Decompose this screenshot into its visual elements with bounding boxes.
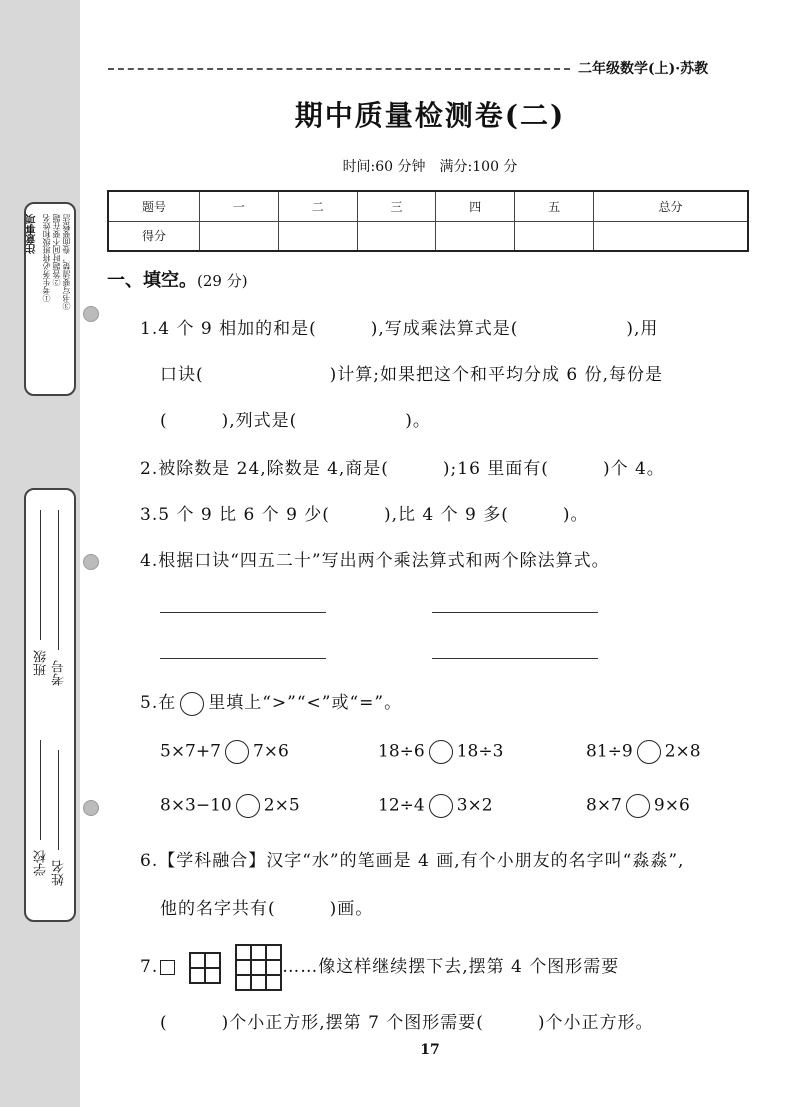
compare-right: 2×8 [664, 741, 701, 762]
col-header: 五 [515, 191, 594, 221]
compare-left: 81÷9 [586, 741, 633, 762]
notes-box [24, 202, 76, 396]
note-line: ③书写要清楚，卷面要整洁 [62, 214, 71, 310]
compare-item [586, 740, 701, 764]
subject-label: 二年级数学(上)·苏教 [578, 61, 709, 77]
col-header: 总分 [593, 191, 748, 221]
note-line: ②答题时间不要在题 [52, 214, 61, 286]
compare-right: 7×6 [252, 741, 289, 762]
compare-circle[interactable] [637, 740, 661, 764]
note-line: ①考生务必将班级和姓名 [42, 214, 51, 302]
page-number: 17 [420, 1042, 440, 1058]
q5-prefix: 5.在 [140, 693, 177, 713]
compare-right: 9×6 [653, 795, 690, 816]
name-label: 姓名 [52, 860, 67, 886]
notes-title: 注意事项 [27, 214, 38, 254]
section-title-text: 一、填空。 [107, 270, 197, 291]
compare-left: 18÷6 [378, 741, 425, 762]
score-cell[interactable] [357, 221, 436, 251]
answer-line[interactable] [432, 658, 598, 659]
circle-icon [180, 692, 204, 716]
compare-item [160, 740, 289, 764]
exam-no-input-line[interactable] [58, 510, 59, 650]
compare-left: 12÷4 [378, 795, 425, 816]
compare-circle[interactable] [429, 740, 453, 764]
student-info-box [24, 488, 76, 922]
compare-left: 5×7+7 [160, 741, 221, 762]
question-6-line-1: 6.【学科融合】汉字“水”的笔画是 4 画,有个小朋友的名字叫“淼淼”, [140, 851, 685, 871]
compare-item [586, 794, 690, 818]
question-1-line-3: ( ),列式是( )。 [160, 411, 431, 431]
question-1-line-1: 1.4 个 9 相加的和是( ),写成乘法算式是( ),用 [140, 319, 659, 339]
question-1-line-2: 口诀( )计算;如果把这个和平均分成 6 份,每份是 [160, 365, 664, 385]
score-cell[interactable] [515, 221, 594, 251]
class-label: 班级 [34, 650, 49, 676]
school-input-line[interactable] [40, 740, 41, 840]
score-cell[interactable] [200, 221, 279, 251]
question-2: 2.被除数是 24,除数是 4,商是( );16 里面有( )个 4。 [140, 459, 665, 479]
q7-prefix: 7. [140, 957, 159, 977]
col-header: 四 [436, 191, 515, 221]
time-info: 时间:60 分钟 满分:100 分 [342, 159, 518, 175]
section-points: (29 分) [197, 272, 248, 290]
compare-circle[interactable] [236, 794, 260, 818]
compare-left: 8×3−10 [160, 795, 232, 816]
grid-2x2-icon [189, 952, 221, 984]
compare-item [160, 794, 300, 818]
q7-line-1-text: ……像这样继续摆下去,摆第 4 个图形需要 [282, 957, 620, 977]
page-title: 期中质量检测卷(二) [294, 99, 566, 132]
compare-circle[interactable] [429, 794, 453, 818]
col-header: 一 [200, 191, 279, 221]
binder-hole [83, 554, 99, 570]
question-7-line-1 [140, 944, 619, 991]
answer-line[interactable] [160, 658, 326, 659]
score-cell[interactable] [436, 221, 515, 251]
compare-item [378, 794, 493, 818]
exam-no-label: 考号 [52, 660, 67, 686]
header-dashed-rule [108, 68, 570, 70]
question-7-line-2: ( )个小正方形,摆第 7 个图形需要( )个小正方形。 [160, 1013, 654, 1033]
compare-circle[interactable] [225, 740, 249, 764]
school-label: 学校 [34, 850, 49, 876]
answer-line[interactable] [432, 612, 598, 613]
binder-hole [83, 306, 99, 322]
row-label-score: 得分 [108, 221, 200, 251]
score-cell[interactable] [278, 221, 357, 251]
class-input-line[interactable] [40, 510, 41, 640]
col-header: 三 [357, 191, 436, 221]
compare-right: 3×2 [456, 795, 493, 816]
question-6-line-2: 他的名字共有( )画。 [160, 899, 374, 919]
compare-circle[interactable] [626, 794, 650, 818]
answer-line[interactable] [160, 612, 326, 613]
row-label-question: 题号 [108, 191, 200, 221]
single-square-icon [160, 960, 175, 975]
score-cell[interactable] [593, 221, 748, 251]
compare-right: 2×5 [263, 795, 300, 816]
q5-suffix: 里填上“>”“<”或“=”。 [208, 693, 403, 713]
compare-right: 18÷3 [456, 741, 504, 762]
question-3: 3.5 个 9 比 6 个 9 少( ),比 4 个 9 多( )。 [140, 505, 589, 525]
grid-3x3-icon [235, 944, 282, 991]
section-title [107, 266, 248, 292]
binder-hole [83, 800, 99, 816]
question-4: 4.根据口诀“四五二十”写出两个乘法算式和两个除法算式。 [140, 551, 610, 571]
score-table [107, 190, 749, 252]
question-5 [140, 688, 402, 716]
compare-item [378, 740, 503, 764]
col-header: 二 [278, 191, 357, 221]
compare-left: 8×7 [586, 795, 622, 816]
name-input-line[interactable] [58, 750, 59, 850]
